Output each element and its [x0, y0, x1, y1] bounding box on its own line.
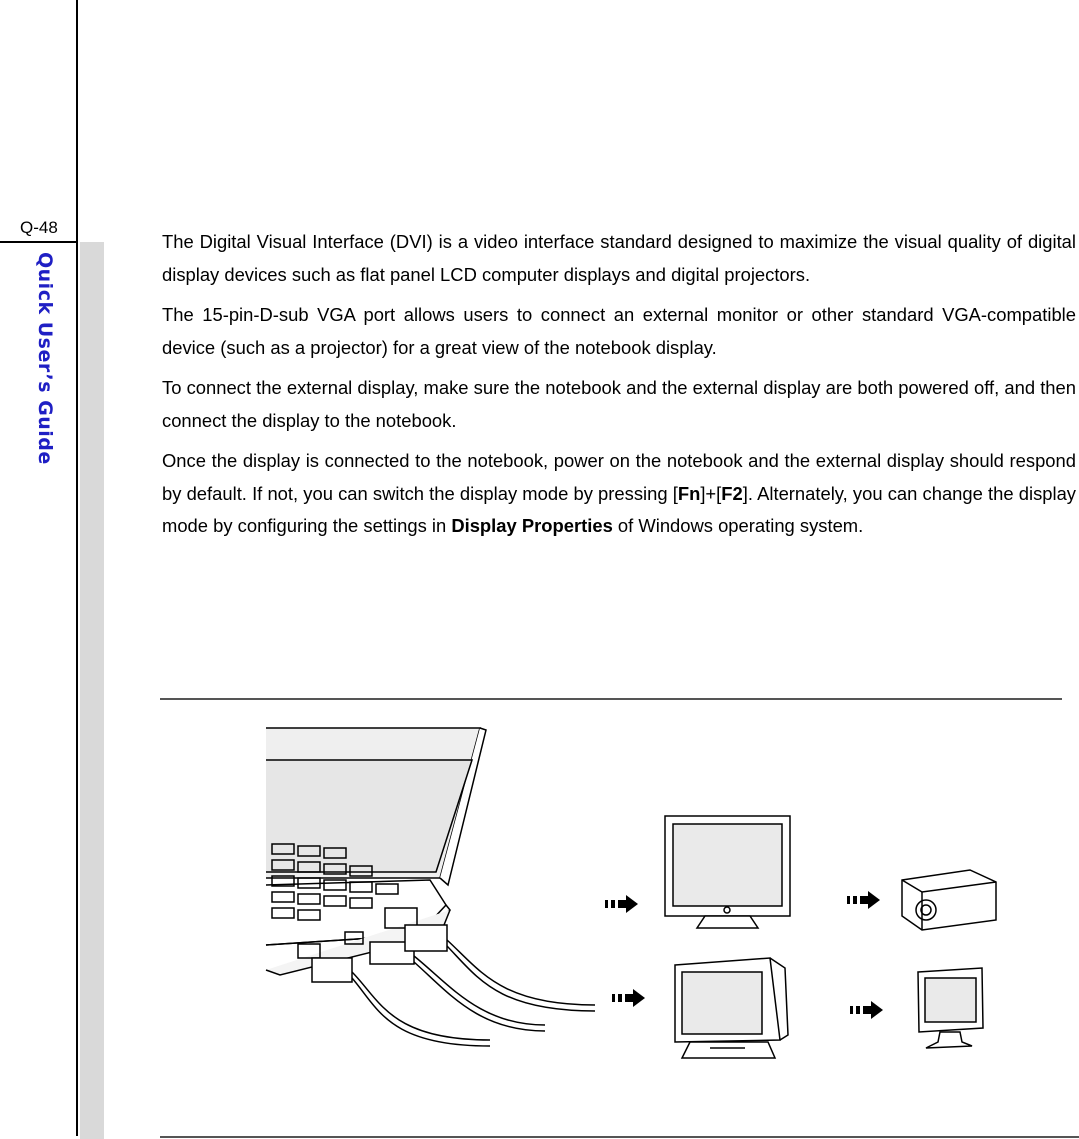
connection-illustration [250, 720, 1010, 1080]
paragraph-display-mode [162, 445, 1076, 543]
crt-monitor-icon [675, 958, 788, 1058]
paragraph-vga: The 15-pin-D-sub VGA port allows users to connect an external monitor or other standard VGA-compatible device (such as a projector) for a great view of the notebook display. [162, 304, 1076, 358]
margin-line [76, 0, 78, 1136]
page-tab-line [0, 241, 78, 243]
side-strip [80, 242, 104, 1139]
text-run: of Windows operating system. [612, 515, 864, 536]
paragraph-dvi: The Digital Visual Interface (DVI) is a video interface standard designed to maximize the visual quality of digital display devices such as flat panel LCD computer displays and digital projectors. [162, 231, 1076, 285]
side-title: Quick User’s Guide [34, 252, 56, 465]
text-run: ]. Alternately, you can change the display mode by configuring the settings in [162, 482, 1077, 536]
text-run: Once the display is connected to the notebook, power on the notebook and the external display should respond by default. If not, you can switch the display mode by pressing [ [162, 450, 1076, 504]
key-fn: Fn [677, 482, 701, 504]
notebook-icon [266, 728, 486, 975]
section-rule-bottom [160, 1136, 1079, 1138]
page-number: Q-48 [20, 218, 58, 237]
display-properties-term: Display Properties [451, 515, 613, 536]
section-rule-top [160, 698, 1062, 700]
text-run: ]+[ [700, 482, 722, 504]
body-text [162, 226, 1076, 551]
lcd-monitor-icon [665, 816, 790, 928]
flat-panel-icon [918, 968, 983, 1048]
paragraph-connect: To connect the external display, make sure the notebook and the external display are both powered off, and then connect the display to the notebook. [162, 377, 1076, 431]
key-f2: F2 [721, 482, 743, 504]
projector-icon [902, 870, 996, 930]
